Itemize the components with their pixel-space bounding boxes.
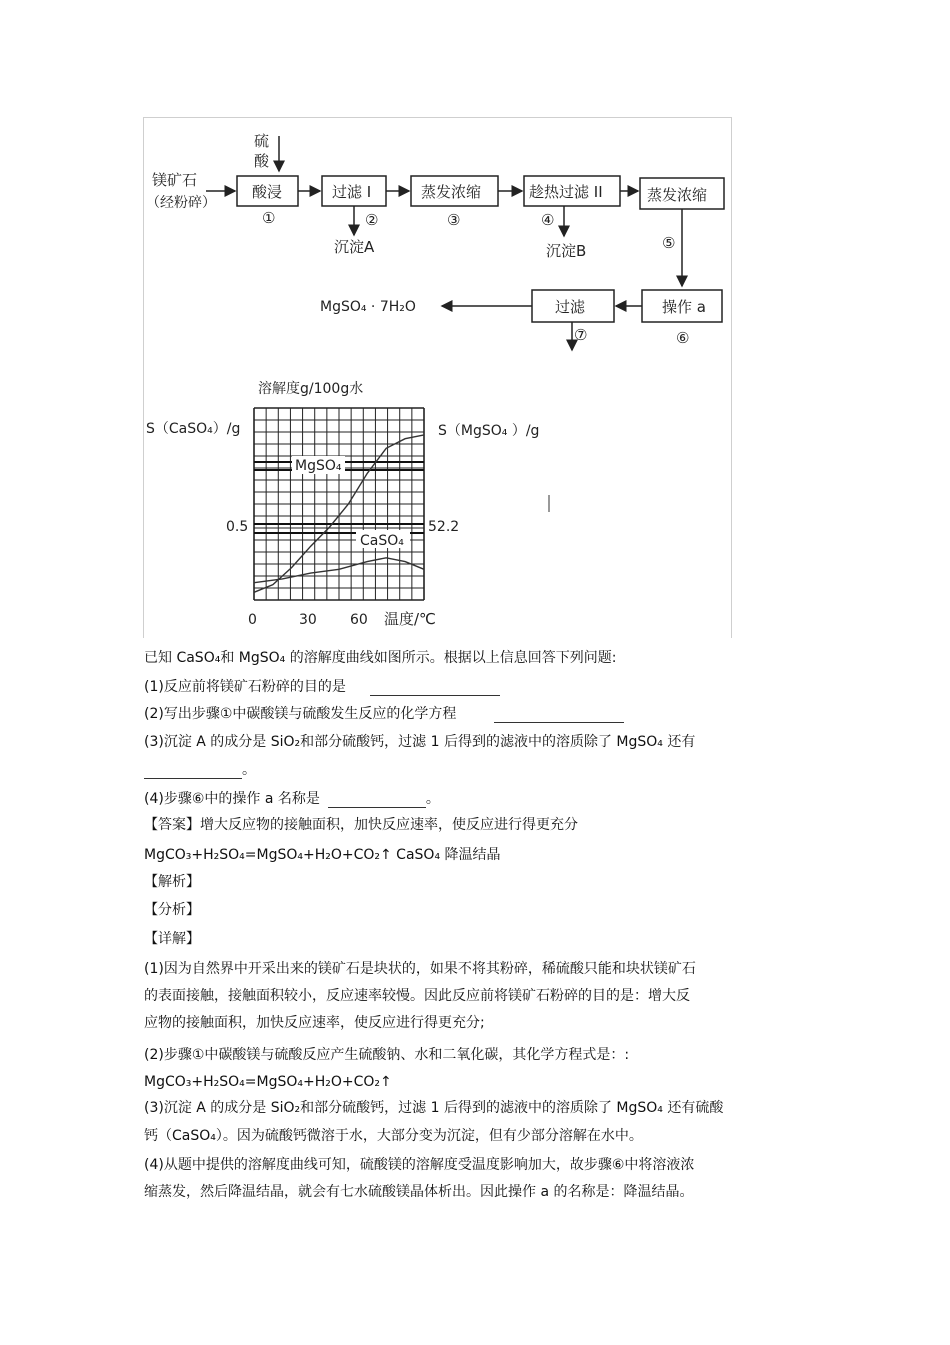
right-tick-label: 52.2 <box>428 519 460 535</box>
answer-line-1: 【答案】增大反应物的接触面积，加快反应速率，使反应进行得更充分 <box>144 817 578 833</box>
step3-number: ③ <box>447 211 461 229</box>
tag-detail: 【详解】 <box>144 931 200 947</box>
question-1 <box>144 678 500 696</box>
detail-1c: 应物的接触面积，加快反应速率，使反应进行得更充分; <box>144 1015 485 1031</box>
step1-number: ① <box>262 209 276 227</box>
acid-label-2: 酸 <box>254 152 270 170</box>
question-4 <box>144 790 440 808</box>
detail-3b: 钙（CaSO₄）。因为硫酸钙微溶于水，大部分变为沉淀，但有少部分溶解在水中。 <box>144 1128 643 1144</box>
step6-label: 操作 a <box>662 298 706 316</box>
question-3: (3)沉淀 A 的成分是 SiO₂和部分硫酸钙，过滤 1 后得到的滤液中的溶质除了 MgSO₄ 还有 <box>144 734 696 750</box>
acid-label-1: 硫 <box>254 132 270 150</box>
answer-line-2: MgCO₃+H₂SO₄=MgSO₄+H₂O+CO₂↑ CaSO₄ 降温结晶 <box>144 847 501 863</box>
step5-label: 蒸发浓缩 <box>647 186 708 204</box>
step1-label: 酸浸 <box>252 183 283 201</box>
chart <box>146 380 549 628</box>
tag-breakdown: 【分析】 <box>144 902 200 918</box>
answer-blank-2 <box>494 708 624 723</box>
detail-4a: (4)从题中提供的溶解度曲线可知，硫酸镁的溶解度受温度影响加大，故步骤⑥中将溶液浓 <box>144 1157 695 1173</box>
step7-label: 过滤 <box>555 298 586 316</box>
answer-blank-1 <box>370 681 500 696</box>
detail-2a: (2)步骤①中碳酸镁与硫酸反应产生硫酸钠、水和二氧化碳，其化学方程式是：: <box>144 1047 630 1063</box>
feed-sub: （经粉碎） <box>146 195 216 211</box>
figure-svg <box>144 118 731 638</box>
chart-xlabel: 温度/℃ <box>384 610 436 628</box>
chart-ylabel-right: S（MgSO₄ ）/g <box>438 423 540 439</box>
feed-label: 镁矿石 <box>152 171 198 189</box>
product-label: MgSO₄ · 7H₂O <box>320 299 416 315</box>
precipitate-b: 沉淀B <box>546 242 587 260</box>
step4-label: 趁热过滤 II <box>529 183 603 201</box>
detail-1a: (1)因为自然界中开采出来的镁矿石是块状的，如果不将其粉碎，稀硫酸只能和块状镁矿石 <box>144 961 696 977</box>
chart-grid <box>254 408 424 600</box>
tag-analysis: 【解析】 <box>144 874 200 890</box>
chart-title: 溶解度g/100g水 <box>258 381 364 397</box>
step7-number: ⑦ <box>574 326 588 344</box>
step6-number: ⑥ <box>676 329 690 347</box>
question-2-text: (2)写出步骤①中碳酸镁与硫酸发生反应的化学方程 <box>144 706 457 722</box>
step4-number: ④ <box>541 211 555 229</box>
figure <box>143 117 732 638</box>
question-2 <box>144 705 624 723</box>
step3-label: 蒸发浓缩 <box>421 183 482 201</box>
x-tick-0: 0 <box>248 612 257 628</box>
question-4-end: 。 <box>425 791 440 807</box>
answer-blank-4 <box>328 793 426 808</box>
chart-ylabel-left: S（CaSO₄）/g <box>146 421 241 437</box>
left-tick-label: 0.5 <box>226 519 249 535</box>
intro-text: 已知 CaSO₄和 MgSO₄ 的溶解度曲线如图所示。根据以上信息回答下列问题: <box>144 650 617 666</box>
x-tick-60: 60 <box>350 612 368 628</box>
detail-3a: (3)沉淀 A 的成分是 SiO₂和部分硫酸钙，过滤 1 后得到的滤液中的溶质除了 MgSO₄ 还有硫酸 <box>144 1100 724 1116</box>
detail-2b: MgCO₃+H₂SO₄=MgSO₄+H₂O+CO₂↑ <box>144 1074 392 1090</box>
question-3-cont <box>144 761 256 779</box>
question-4-text: (4)步骤⑥中的操作 a 名称是 <box>144 791 320 807</box>
step5-number: ⑤ <box>662 234 676 252</box>
question-1-text: (1)反应前将镁矿石粉碎的目的是 <box>144 679 346 695</box>
precipitate-a: 沉淀A <box>334 238 375 256</box>
series-label-mgso4: MgSO₄ <box>295 458 342 474</box>
answer-blank-3 <box>144 764 242 779</box>
step2-number: ② <box>365 211 379 229</box>
step2-label: 过滤 I <box>332 183 372 201</box>
detail-1b: 的表面接触，接触面积较小，反应速率较慢。因此反应前将镁矿石粉碎的目的是：增大反 <box>144 988 690 1004</box>
series-label-caso4: CaSO₄ <box>360 533 404 549</box>
question-3-end: 。 <box>242 762 256 778</box>
x-tick-30: 30 <box>299 612 317 628</box>
detail-4b: 缩蒸发，然后降温结晶，就会有七水硫酸镁晶体析出。因此操作 a 的名称是：降温结晶。 <box>144 1184 694 1200</box>
